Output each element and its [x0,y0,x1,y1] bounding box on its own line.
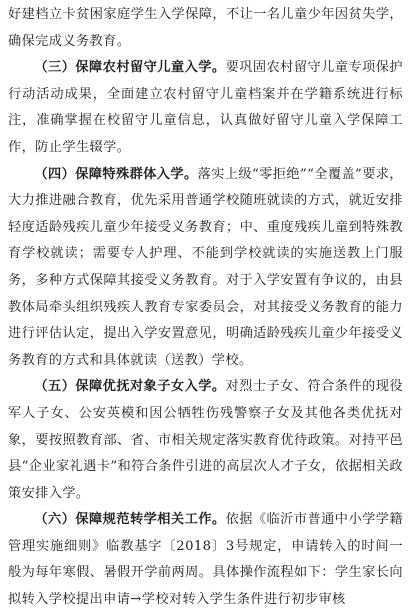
paragraph-1 [8,2,403,55]
paragraph-5-heading: （六）保障规范转学相关工作。 [34,512,226,528]
paragraph-4 [8,374,403,507]
paragraph-3-heading: （四）保障特殊群体入学。 [34,166,198,182]
paragraph-3 [8,162,403,375]
paragraph-2-heading: （三）保障农村留守儿童入学。 [34,60,226,76]
paragraph-1-body: 好建档立卡贫困家庭学生入学保障，不让一名儿童少年因贫失学，确保完成义务教育。 [8,7,403,49]
paragraph-2-body: 要巩固农村留守儿童专项保护行动活动成果，全面建立农村留守儿童档案并在学籍系统进行标注，准确掌握在校留守儿童信息，认真做好留守儿童入学保障工作，防止学生辍学。 [8,60,403,155]
paragraph-4-body: 对烈士子女、符合条件的现役军人子女、公安英模和因公牺牲伤残警察子女及其他各类优抚对象，要按照教育部、省、市相关规定落实教育优待政策。对持平邑县“企业家礼遇卡”和符合条件引进的高层次人才子女，依据相关政策安排入学。 [8,379,403,501]
paragraph-5-body: 依据《临沂市普通中小学学籍管理实施细则》临教基字〔2018〕3号规定，申请转入的时间一般为每年寒假、暑假开学前两周。具体操作流程如下：学生家长向拟转入学校提出申请→学校对转入学生条件进行初步审核 [8,512,403,608]
paragraph-2 [8,55,403,161]
paragraph-3-body: 落实上级“零拒绝”“全覆盖”要求，大力推进融合教育，优先采用普通学校随班就读的方式，就近安排轻度适龄残疾儿童少年接受义务教育；中、重度残疾儿童到特殊教育学校就读；需要专人护理、不能到学校就读的实施送教上门服务，多种方式保障其接受义务教育。对于入学安置有争议的，由县教体局牵头组织残疾人教育专家委员会，对其接受义务教育的能力进行评估认定，提出入学安置意见，明确适龄残疾儿童少年接受义务教育的方式和具体就读（送教）学校。 [8,166,403,368]
paragraph-5 [8,507,403,613]
paragraph-4-heading: （五）保障优抚对象子女入学。 [34,379,226,395]
